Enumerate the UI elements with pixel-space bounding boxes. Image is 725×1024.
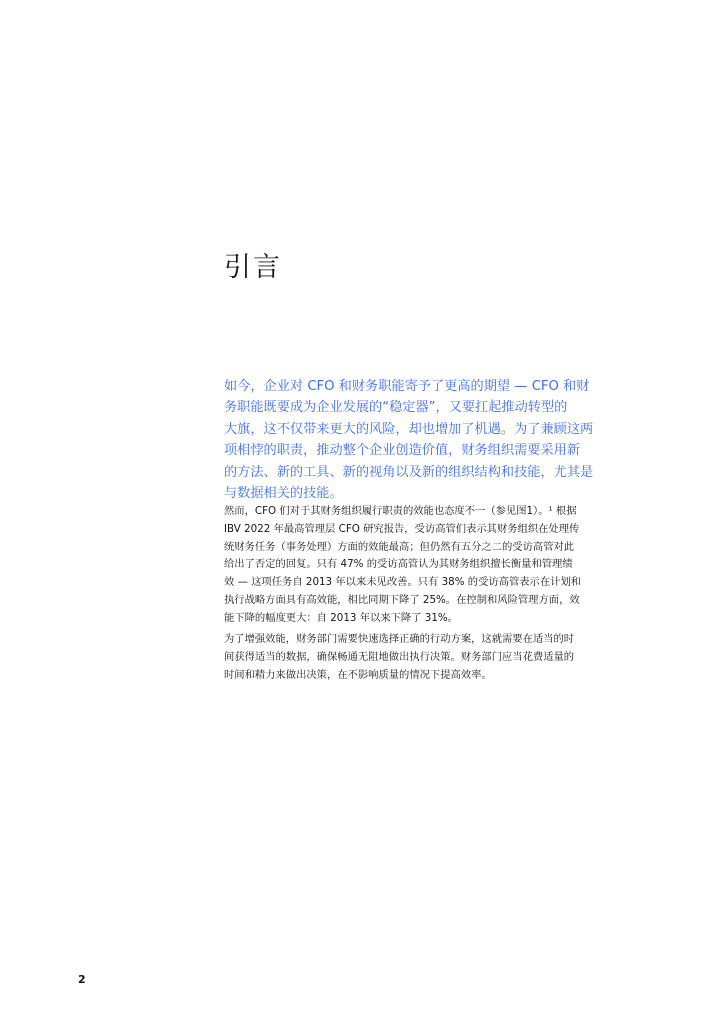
body-line: 给出了否定的回复。只有 47% 的受访高管认为其财务组织擅长衡量和管理绩 — [224, 558, 573, 571]
body-line: 执行战略方面具有高效能，相比同期下降了 25%。在控制和风险管理方面，效 — [224, 593, 580, 606]
lead-line: 务职能既要成为企业发展的“稳定器”，又要扛起推动转型的 — [224, 400, 568, 416]
lead-line: 项相悖的职责，推动整个企业创造价值，财务组织需要采用新 — [224, 443, 581, 459]
body-line: 为了增强效能，财务部门需要快速选择正确的行动方案，这就需要在适当的时 — [224, 633, 575, 645]
body-line: 效 — 这项任务自 2013 年以来未见改善。只有 38% 的受访高管表示在计划和 — [224, 576, 582, 589]
lead-line: 与数据相关的技能。 — [224, 486, 343, 502]
body-line: 间获得适当的数据，确保畅通无阻地做出执行决策。财务部门应当花费适量的 — [224, 650, 575, 663]
page-title: 引言 — [224, 252, 282, 283]
body-line: 统财务任务（事务处理）方面的效能最高；但仍然有五分之二的受访高管对此 — [224, 540, 575, 553]
body-line: 能下降的幅度更大：自 2013 年以来下降了 31%。 — [224, 611, 458, 624]
lead-line: 如今，企业对 CFO 和财务职能寄予了更高的期望 — CFO 和财 — [224, 379, 590, 394]
lead-line: 大旗，这不仅带来更大的风险，却也增加了机遇。为了兼顾这两 — [224, 421, 594, 437]
lead-paragraph — [224, 376, 592, 504]
body-line: 然而，CFO 们对于其财务组织履行职责的效能也态度不一（参见图1）。¹ 根据 — [224, 505, 577, 517]
page-number: 2 — [78, 973, 86, 986]
body-paragraph-2 — [224, 631, 596, 684]
lead-line: 的方法、新的工具、新的视角以及新的组织结构和技能，尤其是 — [224, 464, 594, 480]
body-paragraph-1 — [224, 503, 596, 628]
body-line: 时间和精力来做出决策，在不影响质量的情况下提高效率。 — [224, 668, 492, 681]
body-line: IBV 2022 年最高管理层 CFO 研究报告，受访高管们表示其财务组织在处理传 — [224, 522, 580, 535]
